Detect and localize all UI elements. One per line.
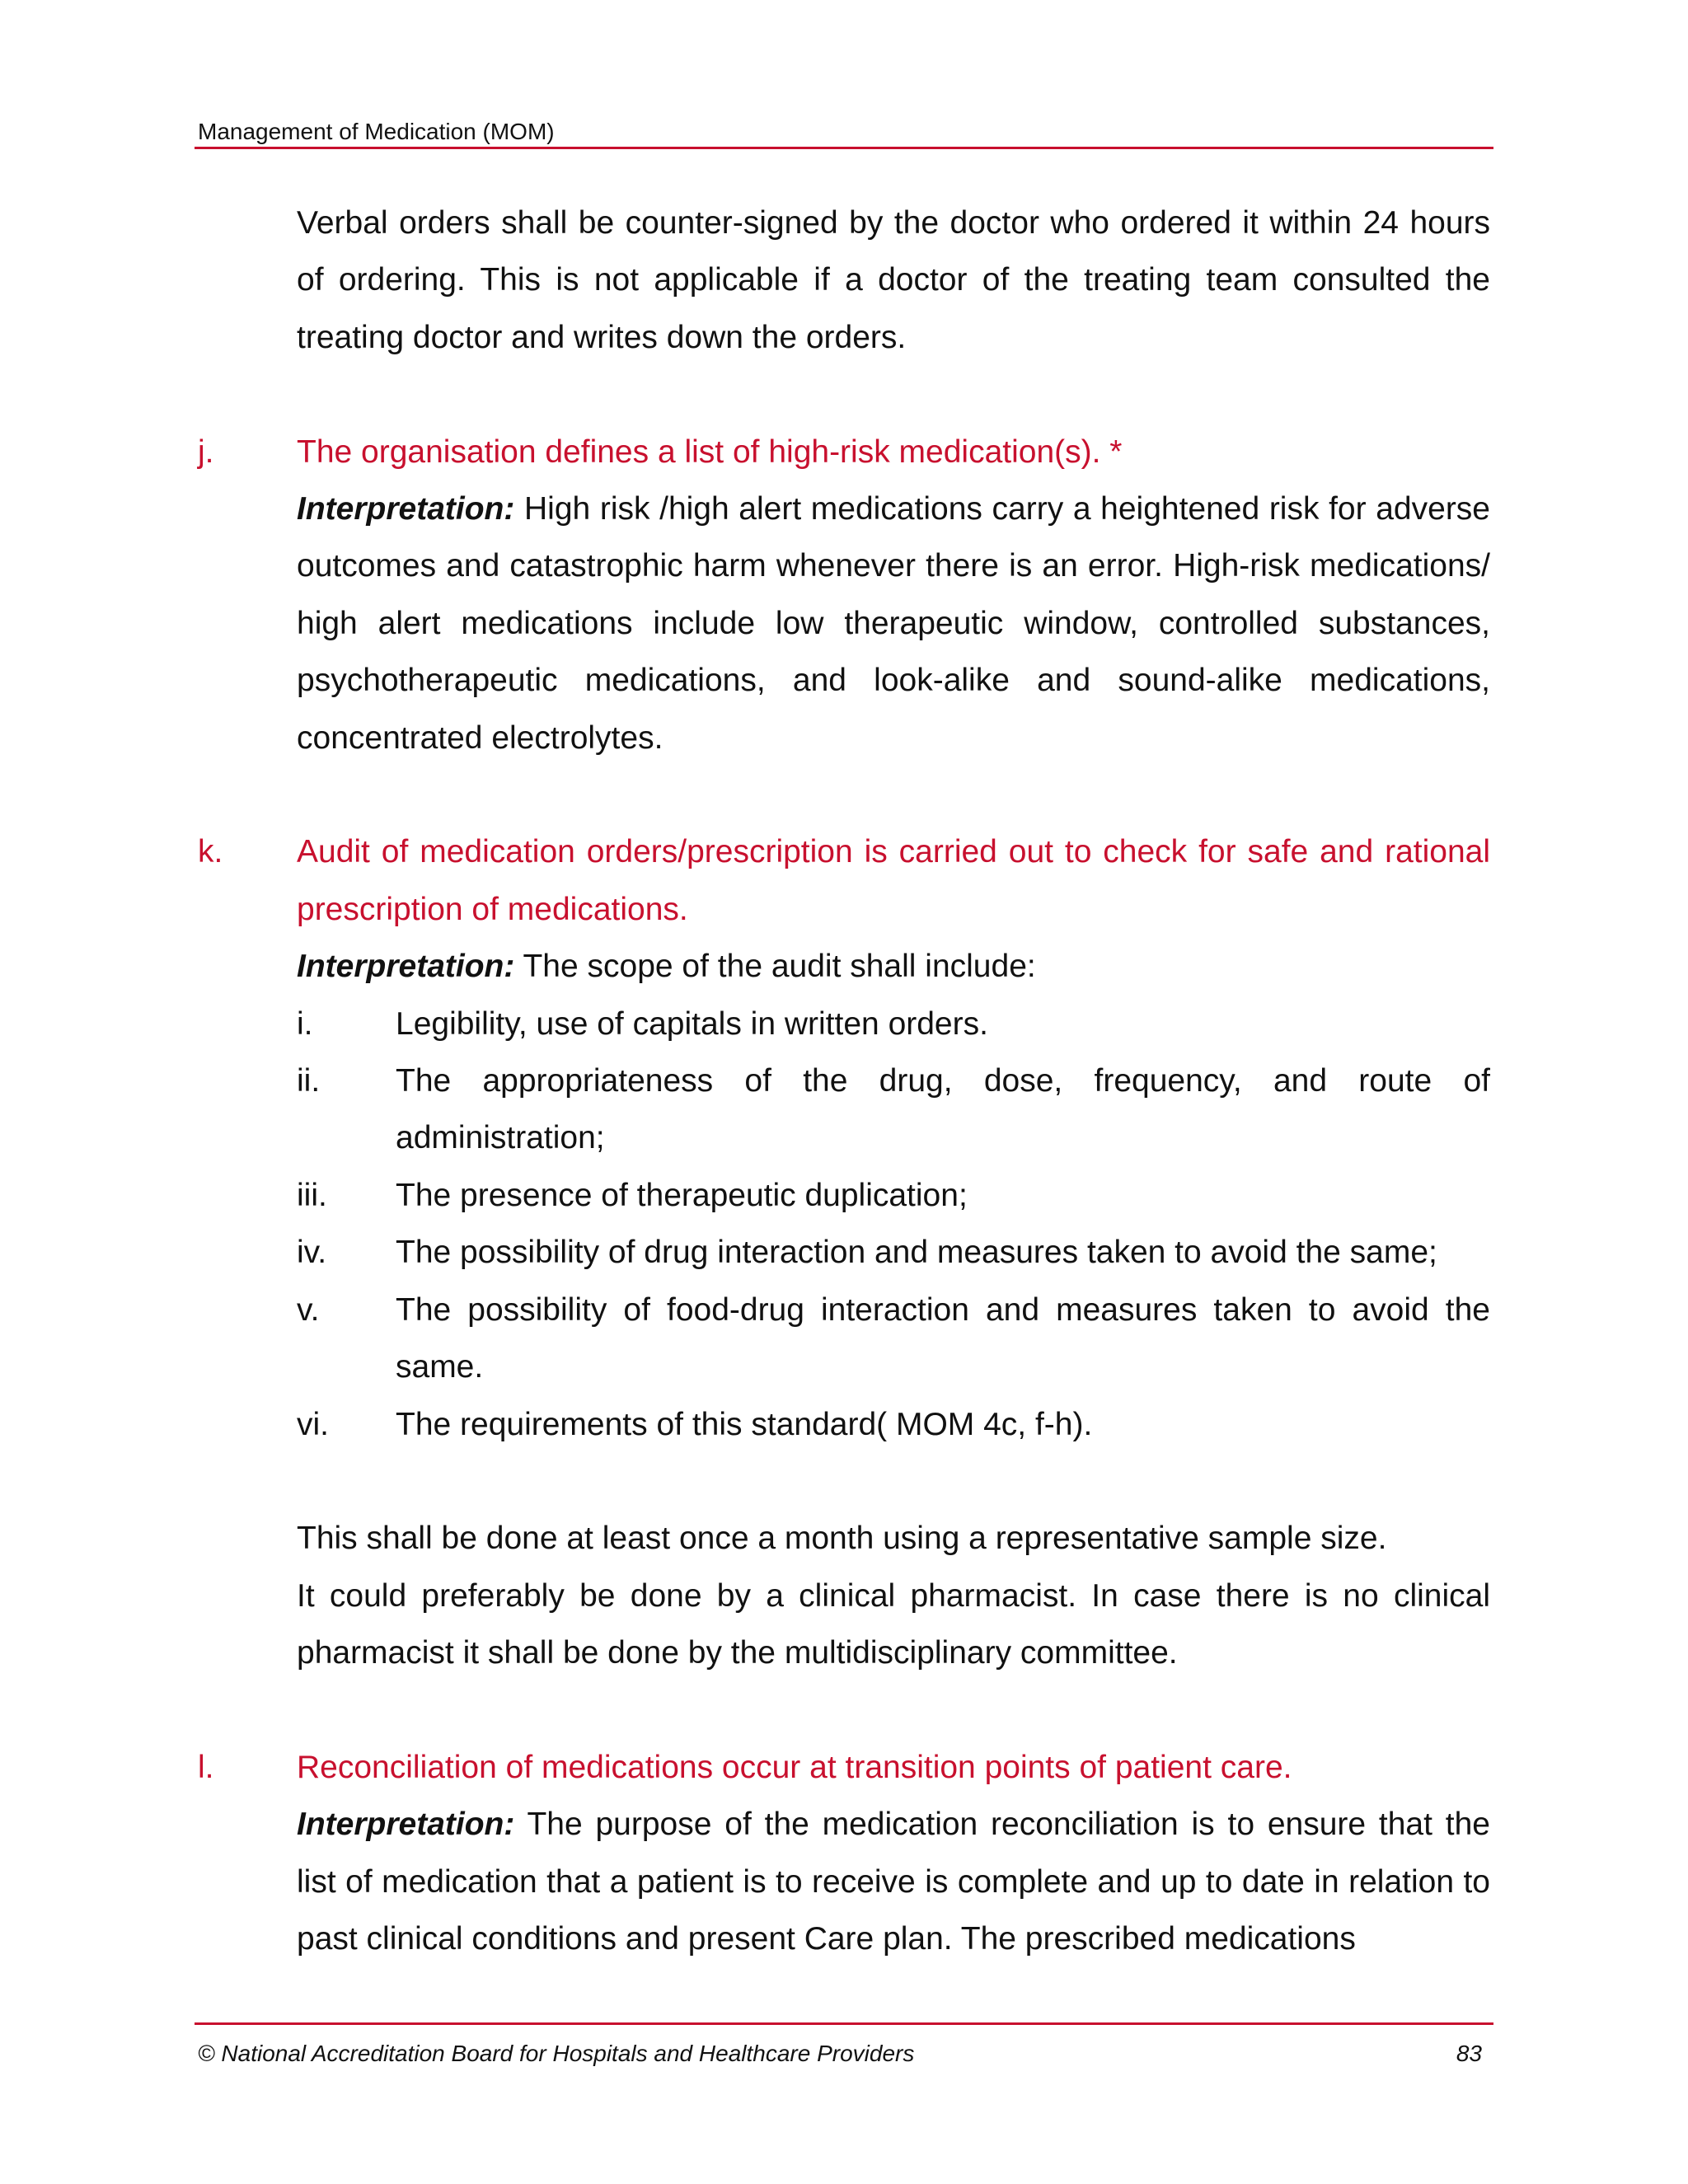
interpretation-k-text: The scope of the audit shall include: [523,949,1036,985]
requirement-k-text: Audit of medication orders/prescription is carried out to check for safe and rational prescription of medications. [297,834,1490,927]
standard-item-k [198,823,1490,1681]
list-item-number: vi. [297,1406,329,1442]
list-item-number: i. [297,1005,313,1042]
header-rule [195,147,1493,149]
standard-item-l [198,1739,1490,1968]
audit-frequency-note: This shall be done at least once a month using a representative sample size. [297,1521,1387,1557]
spacer [297,1682,1490,1739]
interpretation-j-text: High risk /high alert medications carry a heightened risk for adverse outcomes and catastrophic harm whenever there is an error. High-risk medications/ high alert medications include low therapeutic window, controlled substances, psychotherapeutic medications, and look-alike and sound-alike medications, concentrated electrolytes. [297,491,1490,756]
list-item [297,1052,1490,1167]
list-item [297,996,1490,1052]
list-item-text: The presence of therapeutic duplication; [396,1177,968,1213]
audit-scope-list [297,996,1490,1453]
interpretation-l [297,1796,1490,1967]
list-item-number: v. [297,1291,320,1328]
interpretation-l-text: The purpose of the medication reconciliation is to ensure that the list of medication that a patient is to receive is complete and up to date in relation to past clinical conditions and present Care plan. The prescribed medications [297,1807,1490,1957]
list-item-number: iii. [297,1177,327,1213]
requirement-k [198,823,1490,938]
list-item [297,1167,1490,1224]
spacer [297,766,1490,823]
intro-paragraph: Verbal orders shall be counter-signed by the doctor who ordered it within 24 hours of ordering. This is not applicable if a doctor of the treating team consulted the treating doctor and writes down the orders. [297,205,1490,355]
item-marker-j: j. [198,434,214,470]
requirement-j [198,424,1490,480]
spacer [297,366,1490,423]
audit-responsibility-note: It could preferably be done by a clinical pharmacist. In case there is no clinical pharmacist it shall be done by the multidisciplinary committee. [297,1577,1490,1671]
page-number: 83 [1456,2041,1482,2066]
interpretation-label: Interpretation: [297,949,515,985]
requirement-j-text: The organisation defines a list of high-risk medication(s). * [297,434,1123,470]
spacer [297,1453,1490,1510]
running-header: Management of Medication (MOM) [198,119,555,144]
interpretation-label: Interpretation: [297,1807,515,1843]
footer-copyright: © National Accreditation Board for Hospitals and Healthcare Providers [198,2041,915,2066]
item-marker-l: l. [198,1749,214,1785]
list-item [297,1282,1490,1396]
footer-rule [195,2022,1493,2025]
interpretation-k [297,938,1490,995]
page-body [198,194,1490,1968]
list-item-text: The appropriateness of the drug, dose, frequency, and route of administration; [396,1063,1490,1156]
list-item [297,1396,1490,1453]
list-item-number: iv. [297,1235,327,1271]
list-item-text: The possibility of drug interaction and measures taken to avoid the same; [396,1235,1437,1271]
list-item [297,1224,1490,1281]
list-item-text: The possibility of food-drug interaction and measures taken to avoid the same. [396,1291,1490,1385]
interpretation-label: Interpretation: [297,491,515,527]
list-item-number: ii. [297,1063,321,1099]
list-item-text: Legibility, use of capitals in written orders. [396,1005,988,1042]
standard-item-j [198,424,1490,766]
item-marker-k: k. [198,834,223,870]
interpretation-j [297,480,1490,766]
requirement-l-text: Reconciliation of medications occur at transition points of patient care. [297,1749,1292,1785]
list-item-text: The requirements of this standard( MOM 4c, f-h). [396,1406,1093,1442]
requirement-l [198,1739,1490,1796]
